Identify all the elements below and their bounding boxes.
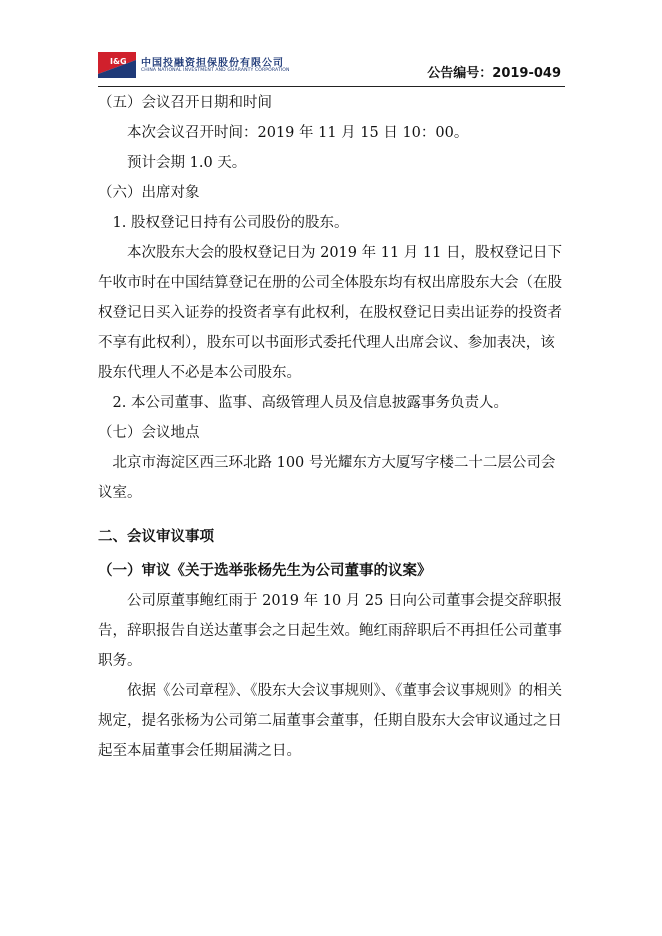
section-heading-6: （六）出席对象 (98, 185, 200, 201)
meeting-location: 北京市海淀区西三环北路 100 号光耀东方大厦写字楼二十二层公司会议室。 (98, 455, 556, 501)
logo-mark-text: I&G (110, 57, 127, 66)
meeting-time: 本次会议召开时间：2019 年 11 月 15 日 10：00。 (127, 125, 469, 141)
attendee-item-1: 1. 股权登记日持有公司股份的股东。 (112, 215, 349, 231)
section-heading-2: 二、会议审议事项 (98, 529, 214, 545)
section-heading-5: （五）会议召开日期和时间 (98, 95, 272, 111)
motion-heading-1: （一）审议《关于选举张杨先生为公司董事的议案》 (98, 563, 432, 579)
nomination-paragraph: 依据《公司章程》、《股东大会议事规则》、《董事会议事规则》的相关规定，提名张杨为公司第二届董事会董事，任期自股东大会审议通过之日起至本届董事会任期届满之日。 (98, 683, 562, 759)
document-body (98, 88, 565, 766)
company-logo-icon (98, 52, 136, 78)
company-name-cn: 中国投融资担保股份有限公司 (141, 58, 284, 69)
meeting-duration: 预计会期 1.0 天。 (127, 155, 247, 171)
company-name-en: CHINA NATIONAL INVESTMENT AND GUARANTY CORPORATION (141, 68, 290, 73)
page-header (98, 48, 565, 87)
attendee-item-2: 2. 本公司董事、监事、高级管理人员及信息披露事务负责人。 (112, 395, 508, 411)
registration-paragraph: 本次股东大会的股权登记日为 2019 年 11 月 11 日，股权登记日下午收市时在中国结算登记在册的公司全体股东均有权出席股东大会（在股权登记日买入证券的投资者享有此权利，在股权登记日卖出证券的投资者不享有此权利），股东可以书面形式委托代理人出席会议、参加表决，该股东代理人不必是本公司股东。 (98, 245, 562, 381)
section-heading-7: （七）会议地点 (98, 425, 200, 441)
resignation-paragraph: 公司原董事鲍红雨于 2019 年 10 月 25 日向公司董事会提交辞职报告，辞职报告自送达董事会之日起生效。鲍红雨辞职后不再担任公司董事职务。 (98, 593, 562, 669)
announcement-number: 公告编号：2019-049 (427, 66, 561, 81)
